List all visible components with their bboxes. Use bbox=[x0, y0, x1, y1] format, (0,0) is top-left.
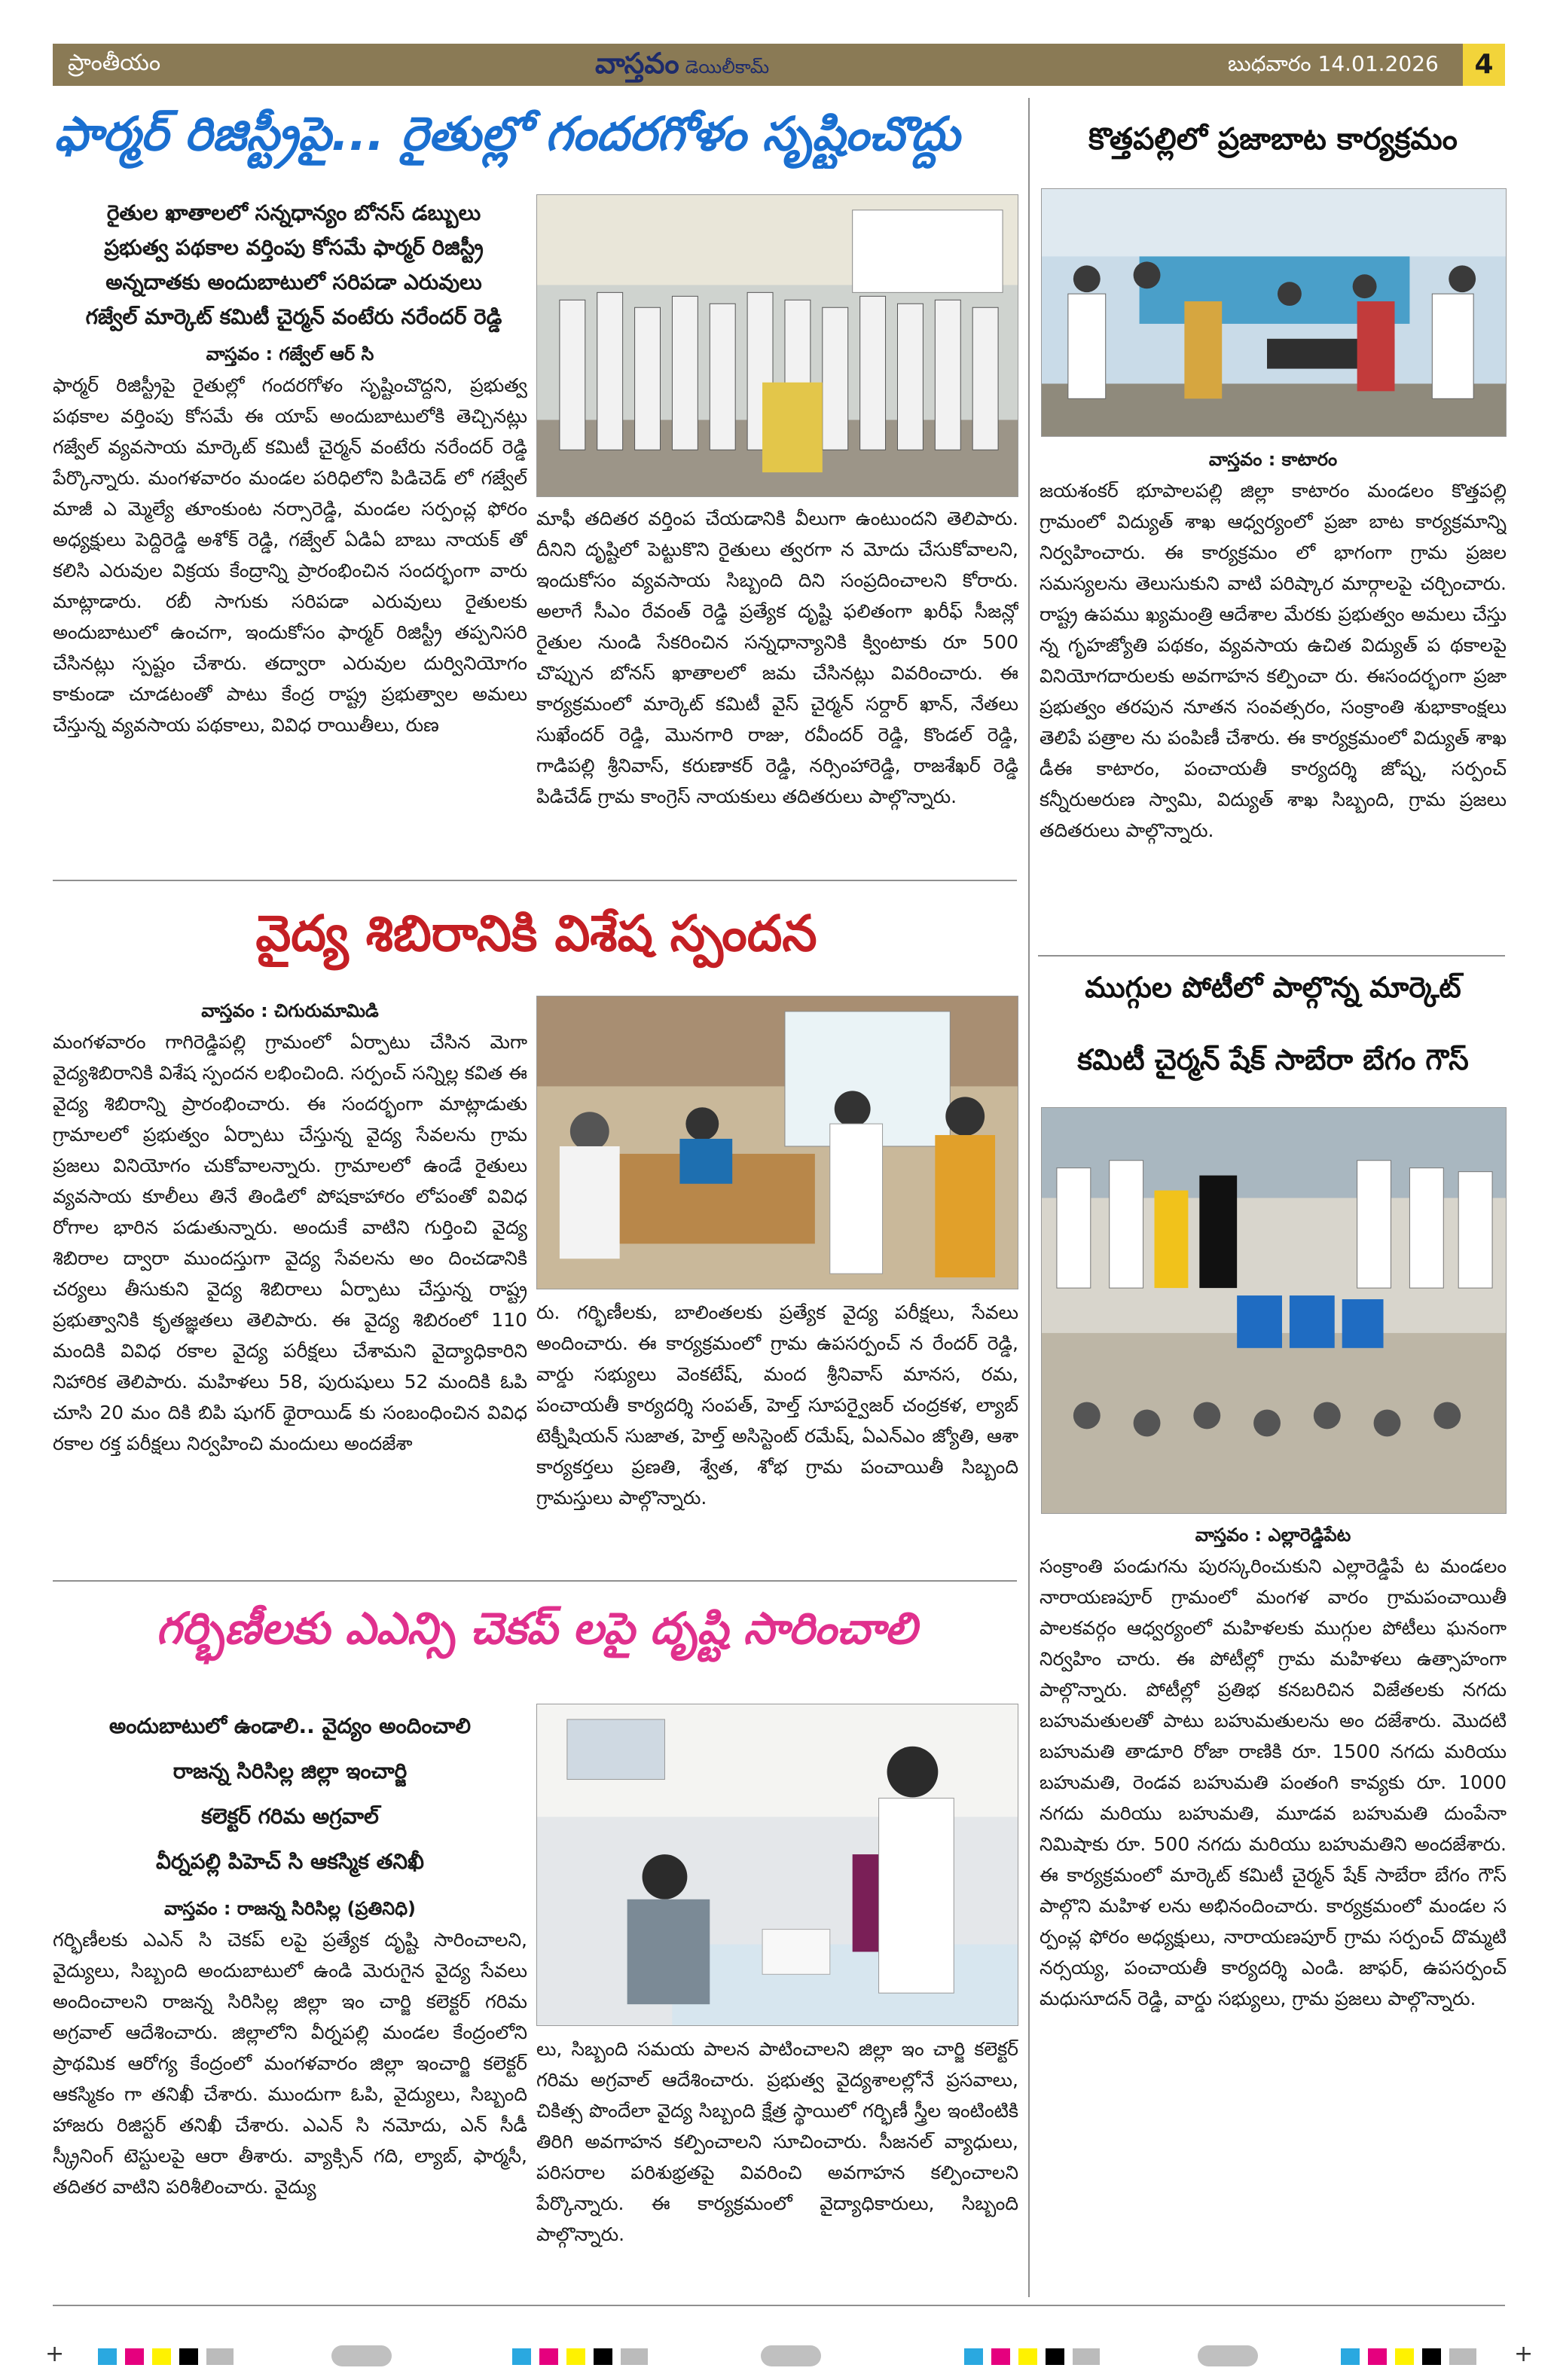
masthead bbox=[595, 47, 769, 87]
print-registration-strip bbox=[0, 2335, 1557, 2372]
section-label: ప్రాంతీయం bbox=[68, 50, 161, 76]
story1-column-2 bbox=[536, 503, 1018, 874]
color-bar-4 bbox=[1341, 2348, 1476, 2365]
story1-subhead: గజ్వేల్ మార్కెట్ కమిటీ చైర్మన్ వంటేరు నరేందర్ రెడ్డి bbox=[85, 304, 502, 329]
story3-column-1 bbox=[53, 996, 527, 1576]
story3-body-1: మంగళవారం గాగిరెడ్డిపల్లి గ్రామంలో ఏర్పాటు చేసిన మెగా వైద్యశిబిరానికి విశేష స్పందన లభించింది. సర్పంచ్ సన్నిల్ల కవిత ఈ వైద్య శిబిరాన్ని ప్రారంభించారు. ఈ సందర్భంగా మాట్లాడుతు గ్రామాలలో ప్రభుత్వం ఏర్పాటు చేస్తున్న వైద్య సేవలను గ్రామ ప్రజలు వినియోగం చుకోవాలన్నారు. గ్రామాలలో ఉండే రైతులు వ్యవసాయ కూలీలు తినే తిండిలో పోషకాహారం లోపంతో వివిధ రోగాల భారిన పడుతున్నారు. అందుకే వాటిని గుర్తించి వైద్య శిబిరాల ద్వారా ముందస్తుగా వైద్య సేవలను అం దించడానికి చర్యలు తీసుకుని వైద్య శిబిరాలు ఏర్పాటు చేస్తున్న రాష్ట్ర ప్రభుత్వానికి కృతజ్ఞతలు తెలిపారు. ఈ వైద్య శిబిరంలో 110 మందికి వివిధ రకాల వైద్య పరీక్షలు చేశామని వైద్యాధికారిని నిహారిక తెలిపారు. మహిళలు 58, పురుషులు 52 మందికి ఓపి చూసి 20 మం దికి బిపి షుగర్ థైరాయిడ్ కు సంబంధించిన వివిధ రకాల రక్త పరీక్షలు నిర్వహించి మందులు అందజేశా bbox=[53, 1031, 527, 1454]
story2-headline: కొత్తపల్లిలో ప్రజాబాట కార్యక్రమం bbox=[1088, 122, 1458, 157]
register-oval-1 bbox=[331, 2345, 392, 2366]
story5-subhead: అందుబాటులో ఉండాలి.. వైద్యం అందించాలి bbox=[108, 1713, 472, 1738]
story1-subheads bbox=[53, 196, 535, 334]
story2-column bbox=[1040, 444, 1507, 949]
masthead-suffix: డెయిలీకామ్ bbox=[685, 56, 770, 78]
color-bar-3 bbox=[964, 2348, 1100, 2365]
registration-cross-icon: + bbox=[1514, 2341, 1534, 2367]
story1-photo bbox=[536, 194, 1018, 497]
story1-body-2: మాఫీ తదితర వర్తింప చేయడానికి వీలుగా ఉంటుందని తెలిపారు. దీనిని దృష్టిలో పెట్టుకొని రైతులు త్వరగా న మోదు చేసుకోవాలని, ఇందుకోసం వ్యవసాయ సిబ్బంది దిని సంప్రదించాలని కోరారు. అలాగే సీఎం రేవంత్ రెడ్డి ప్రత్యేక దృష్టి ఫలితంగా ఖరీఫ్ సీజన్లో రైతుల నుండి సేకరించిన సన్నధాన్యానికి క్వింటాకు రూ 500 చొప్పున బోనస్ ఖాతాలలో జమ చేసినట్లు వివరించారు. ఈ కార్యక్రమంలో మార్కెట్ కమిటీ వైస్ చైర్మన్ సర్దార్ ఖాన్, నేతలు సుఖేందర్ రెడ్డి, మొనగారి రాజు, రవీందర్ రెడ్డి, కొండల్ రెడ్డి, గాడిపల్లి శ్రీనివాస్, కరుణాకర్ రెడ్డి, నర్సింహారెడ్డి, రాజశేఖర్ రెడ్డి పిడిచేడ్ గ్రామ కాంగ్రెస్ నాయకులు తదితరులు పాల్గొన్నారు. bbox=[536, 508, 1018, 807]
story2-dateline: వాస్తవం : కాటారం bbox=[1208, 449, 1338, 470]
bottom-rule bbox=[53, 2305, 1505, 2306]
main-column-rule bbox=[1028, 98, 1030, 2297]
story1-body-1: ఫార్మర్ రిజిస్ట్రీపై రైతుల్లో గందరగోళం సృష్టించొద్దని, ప్రభుత్వ పథకాల వర్తింపు కోసమే ఈ యాప్ అందుబాటులోకి తెచ్చినట్లు గజ్వేల్ వ్యవసాయ మార్కెట్ కమిటీ చైర్మన్ వంటేరు నరేందర్ రెడ్డి పేర్కొన్నారు. మంగళవారం మండల పరిధిలోని పిడిచెడ్ లో గజ్వేల్ మాజీ ఎ మ్మెల్యే తూంకుంట నర్సారెడ్డి, మండల సర్పంచ్ల ఫోరం అధ్యక్షులు పెద్దిరెడ్డి అశోక్ రెడ్డి, గజ్వేల్ ఏడిఏ బాబు నాయక్ తో కలిసి ఎరువుల విక్రయ కేంద్రాన్ని ప్రారంభించిన సందర్భంగా వారు మాట్లాడారు. రబీ సాగుకు సరిపడా ఎరువులు రైతులకు అందుబాటులో ఉంచగా, ఇందుకోసం ఫార్మర్ రిజిస్ట్రీ తప్పనిసరి చేసినట్లు స్పష్టం చేశారు. తద్వారా ఎరువుల దుర్వినియోగం కాకుండా చూడటంతో పాటు కేంద్ర రాష్ట్ర ప్రభుత్వాల అమలు చేస్తున్న వ్యవసాయ పథకాలు, వివిధ రాయితీలు, రుణ bbox=[53, 374, 527, 736]
story4-photo bbox=[1041, 1107, 1507, 1514]
story5-dateline: వాస్తవం : రాజన్న సిరిసిల్ల (ప్రతినిధి) bbox=[163, 1898, 417, 1919]
story2-body: జయశంకర్ భూపాలపల్లి జిల్లా కాటారం మండలం కొత్తపల్లి గ్రామంలో విద్యుత్ శాఖ ఆధ్వర్యంలో ప్రజా బాట కార్యక్రమాన్ని నిర్వహించారు. ఈ కార్యక్రమం లో భాగంగా గ్రామ ప్రజల సమస్యలను తెలుసుకుని వాటి పరిష్కార మార్గాలపై చర్చించారు. రాష్ట్ర ఉపము ఖ్యమంత్రి ఆదేశాల మేరకు ప్రభుత్వం అమలు చేస్తు న్న గృహజ్యోతి పథకం, వ్యవసాయ ఉచిత విద్యుత్ ప థకాలపై వినియోగదారులకు అవగాహన కల్పించా రు. ఈసందర్భంగా ప్రజా ప్రభుత్వం తరపున నూతన సంవత్సరం, సంక్రాంతి శుభాకాంక్షలు తెలిపే పత్రాల ను పంపిణీ చేశారు. ఈ కార్యక్రమంలో విద్యుత్ శాఖ డీఈ కాటారం, పంచాయతీ కార్యదర్శి జోష్న, సర్పంచ్ కన్నీరుఅరుణ స్వామి, విద్యుత్ శాఖ సిబ్బంది, గ్రామ ప్రజలు తదితరులు పాల్గొన్నారు. bbox=[1040, 480, 1507, 841]
story5-body-1: గర్భిణీలకు ఎఎన్ సి చెకప్ లపై ప్రత్యేక దృష్టి సారించాలని, వైద్యులు, సిబ్బంది అందుబాటులో ఉండి మెరుగైన వైద్య సేవలు అందించాలని రాజన్న సిరిసిల్ల జిల్లా ఇం చార్జి కలెక్టర్ గరిమ అగ్రవాల్ ఆదేశించారు. జిల్లాలోని వీర్నపల్లి మండల కేంద్రంలోని ప్రాథమిక ఆరోగ్య కేంద్రంలో మంగళవారం జిల్లా ఇంచార్జి కలెక్టర్ ఆకస్మికం గా తనిఖీ చేశారు. ముందుగా ఓపి, వైద్యులు, సిబ్బంది హాజరు రిజిస్టర్ తనిఖీ చేశారు. ఎఎన్ సి నమోదు, ఎన్ సీడీ స్క్రీనింగ్ టెస్టులపై ఆరా తీశారు. వ్యాక్సిన్ గది, ల్యాబ్, ఫార్మసీ, తదితర వాటిని పరిశీలించారు. వైద్యు bbox=[53, 1929, 527, 2198]
story3-headline: వైద్య శిబిరానికి విశేష స్పందన bbox=[255, 905, 817, 963]
story5-subhead: రాజన్న సిరిసిల్ల జిల్లా ఇంచార్జి bbox=[172, 1759, 408, 1783]
masthead-title: వాస్తవం bbox=[595, 47, 679, 80]
story-divider-right bbox=[1038, 955, 1505, 957]
page-header bbox=[53, 44, 1505, 86]
register-oval-3 bbox=[1198, 2345, 1258, 2366]
story4-body: సంక్రాంతి పండుగను పురస్కరించుకుని ఎల్లారెడ్డిపే ట మండలం నారాయణపూర్ గ్రామంలో మంగళ వారం గ్రామపంచాయితీ పాలకవర్గం ఆధ్వర్యంలో మహిళలకు ముగ్గుల పోటీలు ఘనంగా నిర్వహిం చారు. ఈ పోటీల్లో గ్రామ మహిళలు ఉత్సాహంగా పాల్గొన్నారు. పోటీల్లో ప్రతిభ కనబరిచిన విజేతలకు నగదు బహుమతులతో పాటు బహుమతులను అం దజేశారు. మొదటి బహుమతి తాడూరి రోజా రాణికి రూ. 1500 నగదు మరియు బహుమతి, రెండవ బహుమతి పంతంగి కావ్యకు రూ. 1000 నగదు మరియు బహుమతి, మూడవ బహుమతి దుంపేనా నిమిషాకు రూ. 500 నగదు మరియు బహుమతిని అందజేశారు. ఈ కార్యక్రమంలో మార్కెట్ కమిటీ చైర్మన్ షేక్ సాబేరా బేగం గౌస్ పాల్గొని మహిళ లను అభినందించారు. కార్యక్రమంలో మండల స ర్పంచ్ల ఫోరం అధ్యక్షులు, నారాయణపూర్ గ్రామ సర్పంచ్ దొమ్మటి నర్సయ్య, పంచాయతీ కార్యదర్శి ఎండి. జాఫర్, ఉపసర్పంచ్ మధుసూదన్ రెడ్డి, వార్డు సభ్యులు, గ్రామ ప్రజలు పాల్గొన్నారు. bbox=[1040, 1555, 1507, 2009]
story3-photo bbox=[536, 996, 1018, 1289]
story5-body-2: లు, సిబ్బంది సమయ పాలన పాటించాలని జిల్లా ఇం చార్జి కలెక్టర్ గరిమ అగ్రవాల్ ఆదేశించారు. ప్రభుత్వ వైద్యశాలల్లోనే ప్రసవాలు, చికిత్స పొందేలా వైద్య సిబ్బంది క్షేత్ర స్థాయిలో గర్భిణీ స్త్రీల ఇంటింటికి తిరిగి అవగాహన కల్పించాలని సూచించారు. సీజనల్ వ్యాధులు, పరిసరాల పరిశుభ్రతపై వివరించి అవగాహన కల్పించాలని పేర్కొన్నారు. ఈ కార్యక్రమంలో వైద్యాధికారులు, సిబ్బంది పాల్గొన్నారు. bbox=[536, 2038, 1018, 2245]
story4-dateline: వాస్తవం : ఎల్లారెడ్డిపేట bbox=[1195, 1524, 1351, 1545]
story3-dateline: వాస్తవం : చిగురుమామిడి bbox=[201, 1000, 379, 1021]
story3-column-2 bbox=[536, 1297, 1018, 1576]
story5-subhead: కలెక్టర్ గరిమ అగ్రవాల్ bbox=[201, 1804, 379, 1829]
story5-column-1 bbox=[53, 1893, 527, 2300]
story5-photo bbox=[536, 1704, 1018, 2026]
story1-subhead: అన్నదాతకు అందుబాటులో సరిపడా ఎరువులు bbox=[105, 270, 482, 294]
story-divider-2 bbox=[53, 1580, 1017, 1582]
story1-subhead: రైతుల ఖాతాలలో సన్నధాన్యం బోనస్ డబ్బులు bbox=[106, 200, 481, 225]
story5-headline: గర్భిణీలకు ఎఎన్సి చెకప్ లపై దృష్టి సారించాలి bbox=[156, 1603, 917, 1654]
story3-body-2: రు. గర్భిణీలకు, బాలింతలకు ప్రత్యేక వైద్య పరీక్షలు, సేవలు అందించారు. ఈ కార్యక్రమంలో గ్రామ ఉపసర్పంచ్ న రేందర్ రెడ్డి, వార్డు సభ్యులు వెంకటేష్, మంద శ్రీనివాస్ మానస, రమ, పంచాయతీ కార్యదర్శి సంపత్, హెల్త్ సూపర్వైజర్ చంద్రకళ, ల్యాబ్ టెక్నీషియన్ సుజాత, హెల్త్ అసిస్టెంట్ రమేష్, ఏఎన్ఎం జ్యోతి, ఆశా కార్యకర్తలు ప్రణతి, శ్వేత, శోభ గ్రామ పంచాయితీ సిబ్బంది గ్రామస్తులు పాల్గొన్నారు. bbox=[536, 1301, 1018, 1509]
color-bar-2 bbox=[512, 2348, 648, 2365]
story4-column bbox=[1040, 1520, 1507, 2303]
story5-subhead: వీర్నపల్లి పిహెచ్ సి ఆకస్మిక తనిఖీ bbox=[155, 1849, 425, 1874]
story1-headline: ఫార్మర్ రిజిస్ట్రీపై... రైతుల్లో గందరగోళం సృష్టించొద్దు bbox=[54, 106, 960, 161]
story4-headline-1: ముగ్గుల పోటీలో పాల్గొన్న మార్కెట్ bbox=[1085, 971, 1461, 1004]
story5-column-2 bbox=[536, 2034, 1018, 2301]
story-divider-1 bbox=[53, 880, 1017, 881]
story5-subheads bbox=[53, 1704, 527, 1884]
registration-cross-icon: + bbox=[45, 2341, 65, 2367]
page-number: 4 bbox=[1463, 44, 1505, 86]
color-bar-1 bbox=[98, 2348, 234, 2365]
register-oval-2 bbox=[761, 2345, 821, 2366]
issue-date: బుధవారం 14.01.2026 bbox=[1228, 51, 1439, 76]
story1-subhead: ప్రభుత్వ పథకాల వర్తింపు కోసమే ఫార్మర్ రిజిస్ట్రీ bbox=[104, 235, 484, 260]
story1-dateline: వాస్తవం : గజ్వేల్ ఆర్ సి bbox=[206, 343, 374, 365]
story2-photo bbox=[1041, 188, 1507, 437]
story1-column-1 bbox=[53, 339, 527, 874]
story4-headline-2: కమిటీ చైర్మన్ షేక్ సాబేరా బేగం గౌస్ bbox=[1077, 1043, 1469, 1076]
